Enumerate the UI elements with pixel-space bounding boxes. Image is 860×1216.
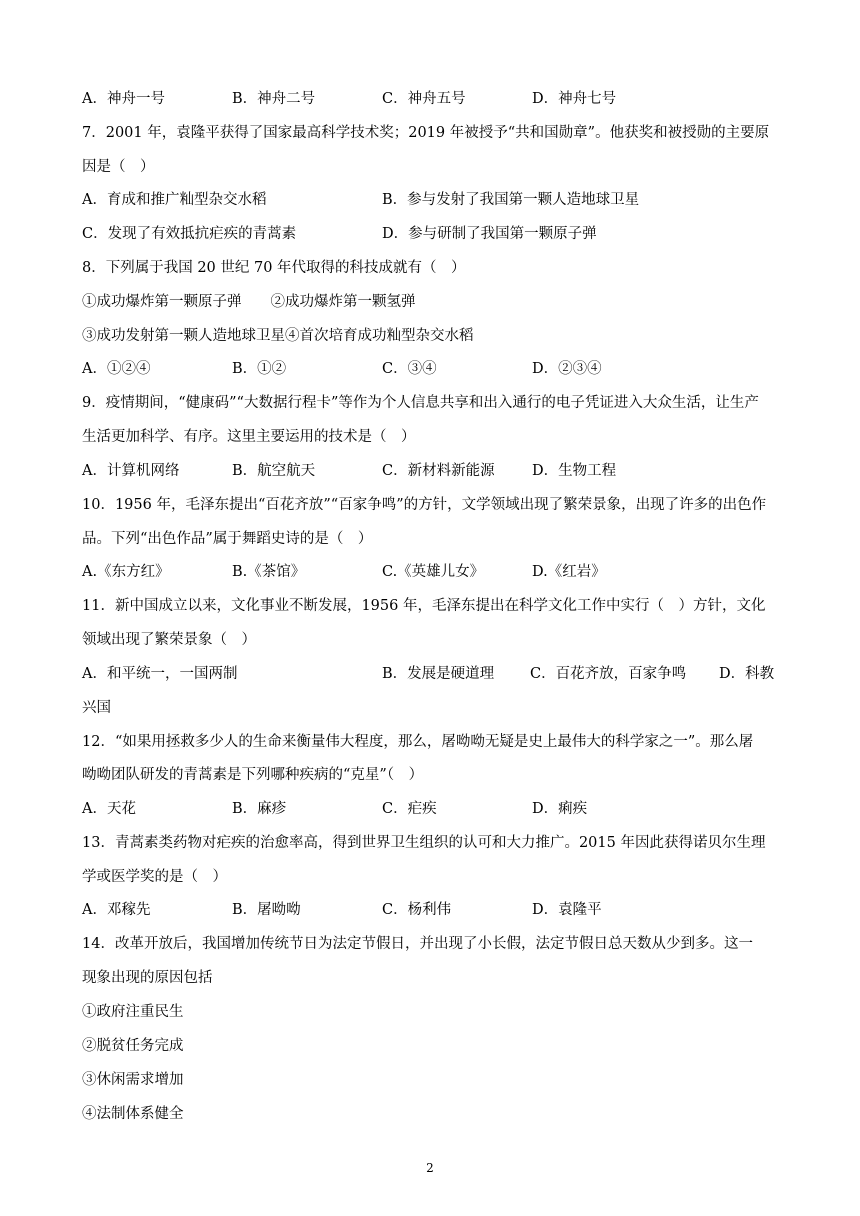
q6-option-a: A．神舟一号 xyxy=(82,91,165,107)
q7-option-b: B．参与发射了我国第一颗人造地球卫星 xyxy=(382,192,640,208)
q9-stem-line2: 生活更加科学、有序。这里主要运用的技术是（ ） xyxy=(82,429,416,445)
q10-stem-line1: 10．1956 年，毛泽东提出“百花齐放”“百家争鸣”的方针，文学领域出现了繁荣景象，出现了许多的出色作 xyxy=(82,497,767,513)
q6-options xyxy=(82,89,782,109)
q14-item-2: ②脱贫任务完成 xyxy=(82,1038,184,1054)
q8-items-line2: ③成功发射第一颗人造地球卫星④首次培育成功籼型杂交水稻 xyxy=(82,328,474,344)
q8-options xyxy=(82,359,782,379)
q8-option-b: B．①② xyxy=(232,361,287,377)
q13-option-b: B．屠呦呦 xyxy=(232,902,301,918)
q11-option-a: A．和平统一，一国两制 xyxy=(82,666,238,682)
q13-option-a: A．邓稼先 xyxy=(82,902,151,918)
page-number: 2 xyxy=(426,1161,434,1175)
q12-stem-line2: 呦呦团队研发的青蒿素是下列哪种疾病的“克星”（ ） xyxy=(82,767,424,783)
q8-option-c: C．③④ xyxy=(382,361,437,377)
q9-option-d: D．生物工程 xyxy=(532,463,617,479)
q7-option-c: C．发现了有效抵抗疟疾的青蒿素 xyxy=(82,226,297,242)
q10-option-a: A.《东方红》 xyxy=(82,564,170,580)
q14-stem-line2: 现象出现的原因包括 xyxy=(82,970,213,986)
q6-option-d: D．神舟七号 xyxy=(532,91,617,107)
q9-stem-line1: 9．疫情期间，“健康码”“大数据行程卡”等作为个人信息共享和出入通行的电子凭证进入大众生活，让生产 xyxy=(82,395,759,411)
q11-option-b: B．发展是硬道理 xyxy=(382,666,495,682)
q8-option-d: D．②③④ xyxy=(532,361,602,377)
q14-item-3: ③休闲需求增加 xyxy=(82,1072,184,1088)
q7-option-d: D．参与研制了我国第一颗原子弹 xyxy=(382,226,597,242)
q7-option-a: A．育成和推广籼型杂交水稻 xyxy=(82,192,267,208)
q13-option-d: D．袁隆平 xyxy=(532,902,602,918)
q11-stem-line1: 11．新中国成立以来，文化事业不断发展，1956 年，毛泽东提出在科学文化工作中实行（ ）方针，文化 xyxy=(82,598,766,614)
q12-option-a: A．天花 xyxy=(82,801,136,817)
q12-option-b: B．麻疹 xyxy=(232,801,287,817)
q10-option-c: C.《英雄儿女》 xyxy=(382,564,485,580)
q10-option-d: D.《红岩》 xyxy=(532,564,606,580)
q8-option-a: A．①②④ xyxy=(82,361,151,377)
q7-stem-line2: 因是（ ） xyxy=(82,159,155,175)
q9-option-b: B．航空航天 xyxy=(232,463,316,479)
q13-option-c: C．杨利伟 xyxy=(382,902,452,918)
q10-option-b: B.《茶馆》 xyxy=(232,564,306,580)
q14-item-4: ④法制体系健全 xyxy=(82,1106,184,1122)
q11-option-d: D．科教 xyxy=(719,666,775,682)
q13-stem-line1: 13．青蒿素类药物对疟疾的治愈率高，得到世界卫生组织的认可和大力推广。2015 年因此获得诺贝尔生理 xyxy=(82,835,766,851)
q6-option-b: B．神舟二号 xyxy=(232,91,316,107)
q12-option-d: D．痢疾 xyxy=(532,801,588,817)
q11-options xyxy=(82,664,782,684)
q9-option-a: A．计算机网络 xyxy=(82,463,180,479)
q11-stem-line2: 领域出现了繁荣景象（ ） xyxy=(82,632,256,648)
q13-options xyxy=(82,900,782,920)
q11-option-d-wrap: 兴国 xyxy=(82,700,111,716)
q10-options xyxy=(82,562,782,582)
q12-stem-line1: 12．“如果用拯救多少人的生命来衡量伟大程度，那么，屠呦呦无疑是史上最伟大的科学家之一”。那么屠 xyxy=(82,734,754,750)
q8-items-line1: ①成功爆炸第一颗原子弹 ②成功爆炸第一颗氢弹 xyxy=(82,294,416,310)
q12-option-c: C．疟疾 xyxy=(382,801,437,817)
q9-options xyxy=(82,461,782,481)
q7-stem-line1: 7．2001 年，袁隆平获得了国家最高科学技术奖；2019 年被授予“共和国勋章”。他获奖和被授勋的主要原 xyxy=(82,125,770,141)
q13-stem-line2: 学或医学奖的是（ ） xyxy=(82,869,227,885)
q11-option-c: C．百花齐放，百家争鸣 xyxy=(530,666,687,682)
q14-item-1: ①政府注重民生 xyxy=(82,1004,184,1020)
q10-stem-line2: 品。下列“出色作品”属于舞蹈史诗的是（ ） xyxy=(82,531,373,547)
q8-stem: 8．下列属于我国 20 世纪 70 年代取得的科技成就有（ ） xyxy=(82,260,466,276)
q12-options xyxy=(82,799,782,819)
q9-option-c: C．新材料新能源 xyxy=(382,463,495,479)
q7-options-row2 xyxy=(82,224,782,244)
q6-option-c: C．神舟五号 xyxy=(382,91,466,107)
q14-stem-line1: 14．改革开放后，我国增加传统节日为法定节假日，并出现了小长假，法定节假日总天数从少到多。这一 xyxy=(82,936,753,952)
q7-options-row1 xyxy=(82,190,782,210)
